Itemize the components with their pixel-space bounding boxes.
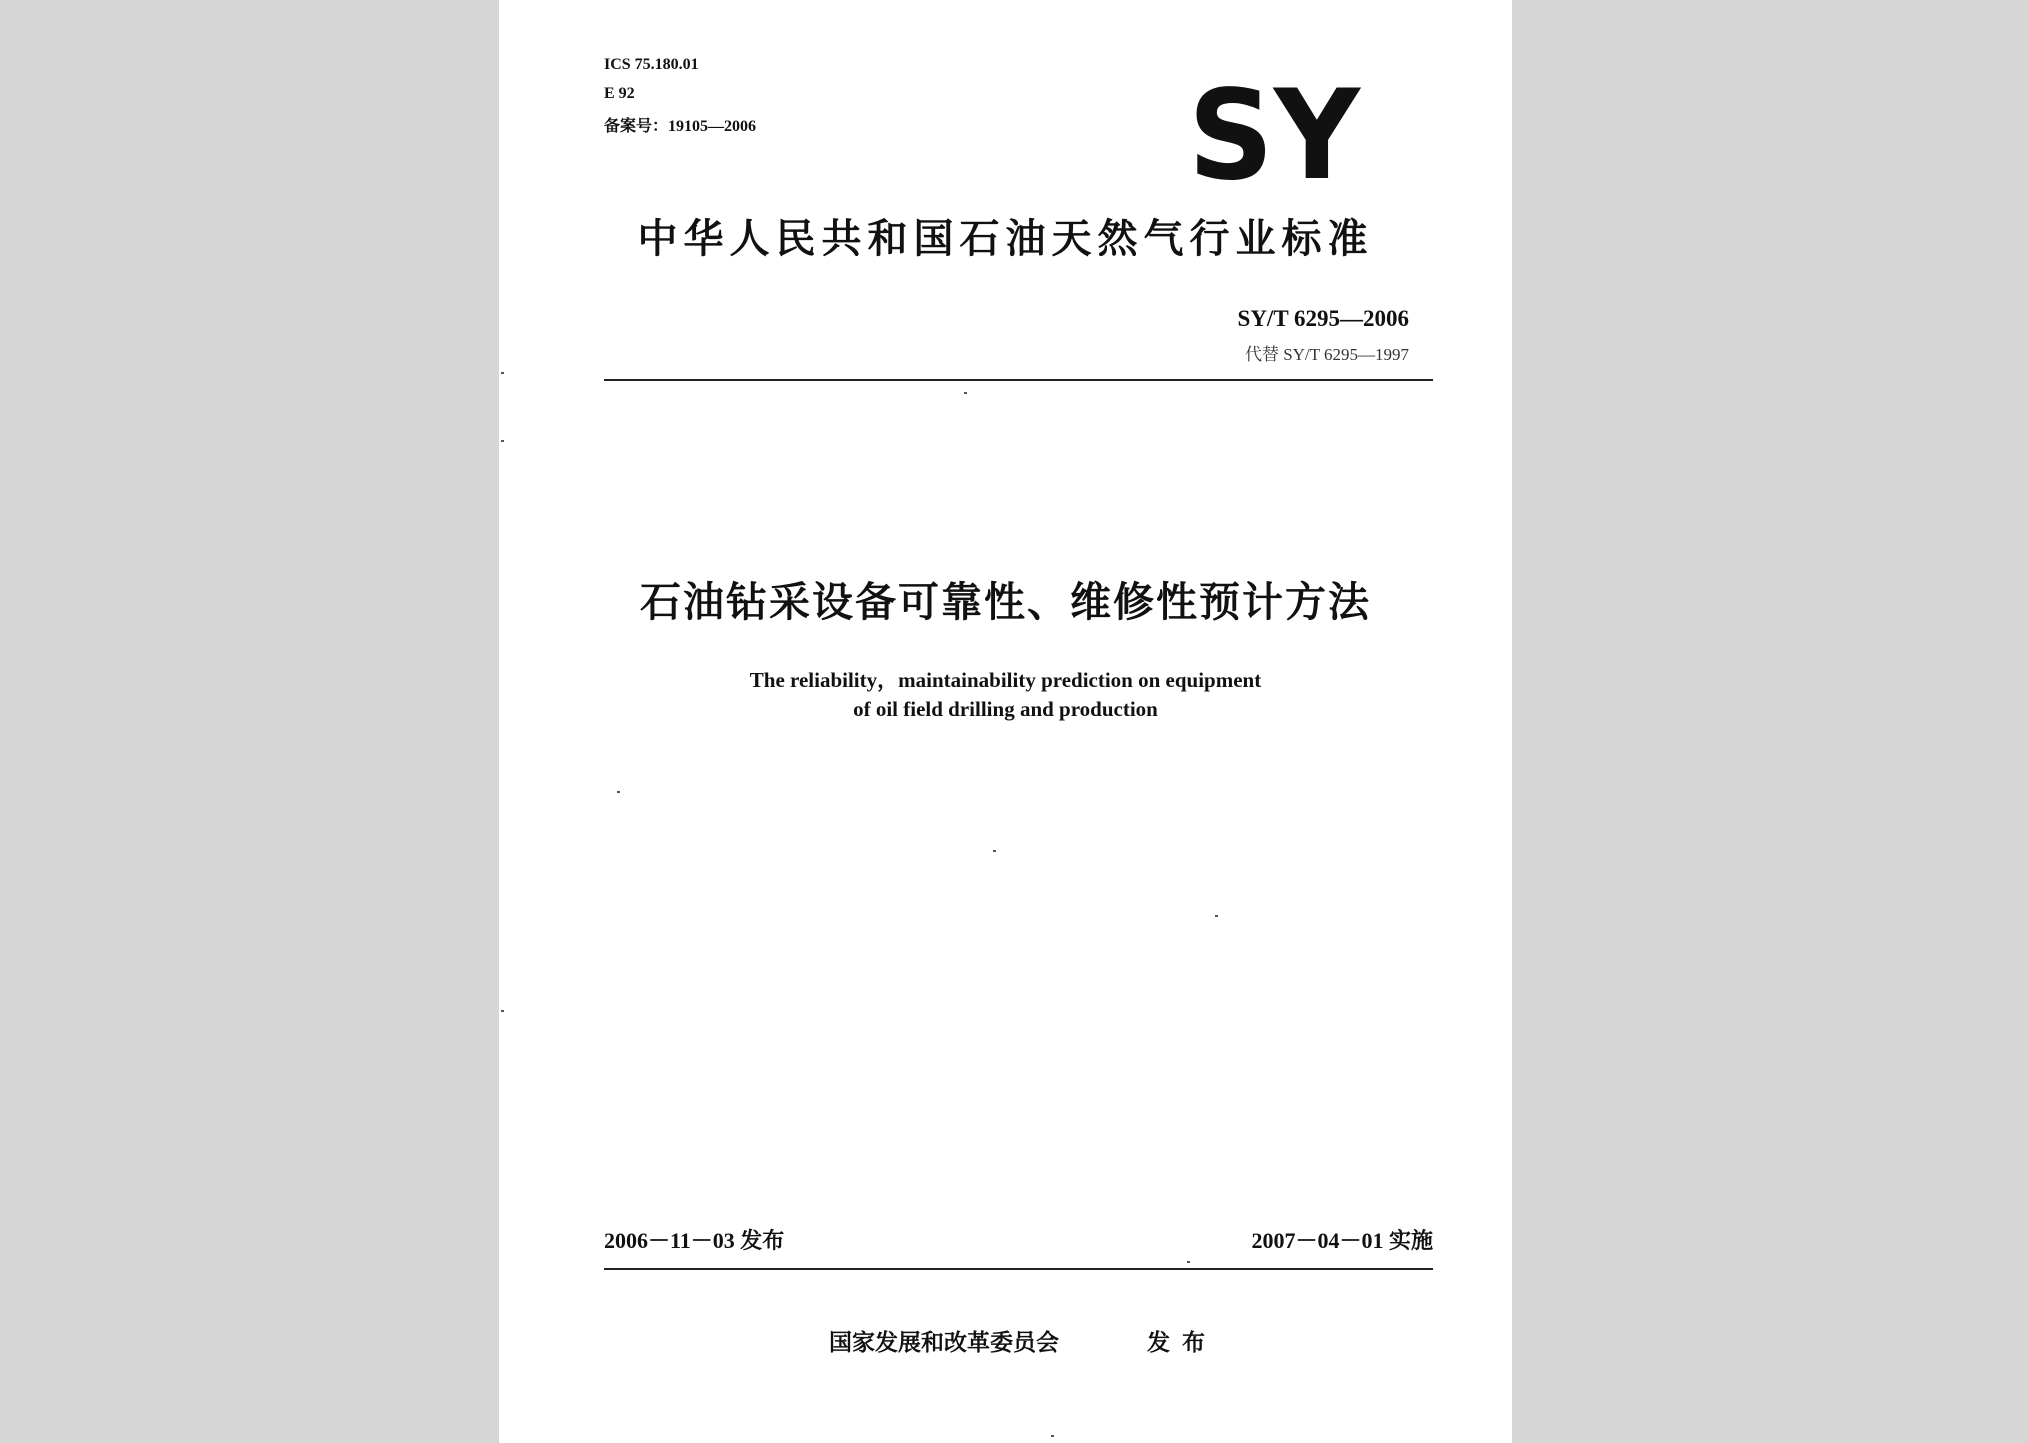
issuing-authority: 国家发展和改革委员会 (829, 1330, 1059, 1356)
scan-speck (617, 791, 620, 793)
scan-speck (993, 850, 996, 852)
scan-speck (1051, 1435, 1054, 1437)
scan-speck (501, 440, 504, 442)
scan-speck (964, 392, 967, 394)
filing-number: 备案号：19105—2006 (604, 118, 757, 135)
top-divider (604, 379, 1433, 381)
ccs-code: E 92 (604, 85, 635, 102)
bottom-divider (604, 1268, 1433, 1270)
scan-speck (501, 1010, 504, 1012)
standard-number: SY/T 6295—2006 (1237, 306, 1409, 331)
scan-speck (1187, 1261, 1190, 1263)
ics-code: ICS 75.180.01 (604, 56, 699, 73)
scan-speck (501, 372, 504, 374)
standard-category: 中华人民共和国石油天然气行业标准 (637, 216, 1374, 262)
title-english-line-1: The reliability，maintainability prediction on equipment (749, 668, 1262, 692)
issue-date: 2006－11－03 发布 (604, 1228, 785, 1253)
replaces-standard: 代替 SY/T 6295—1997 (1244, 345, 1409, 364)
title-english-line-2: of oil field drilling and production (853, 697, 1158, 721)
document-page (499, 0, 1512, 1443)
issue-label: 发布 (1147, 1330, 1217, 1356)
scan-speck (1215, 915, 1218, 917)
title-chinese: 石油钻采设备可靠性、维修性预计方法 (640, 578, 1371, 626)
svg-text:SY: SY (1188, 70, 1362, 192)
implementation-date: 2007－04－01 实施 (1251, 1228, 1433, 1253)
sy-logo (1187, 70, 1362, 192)
